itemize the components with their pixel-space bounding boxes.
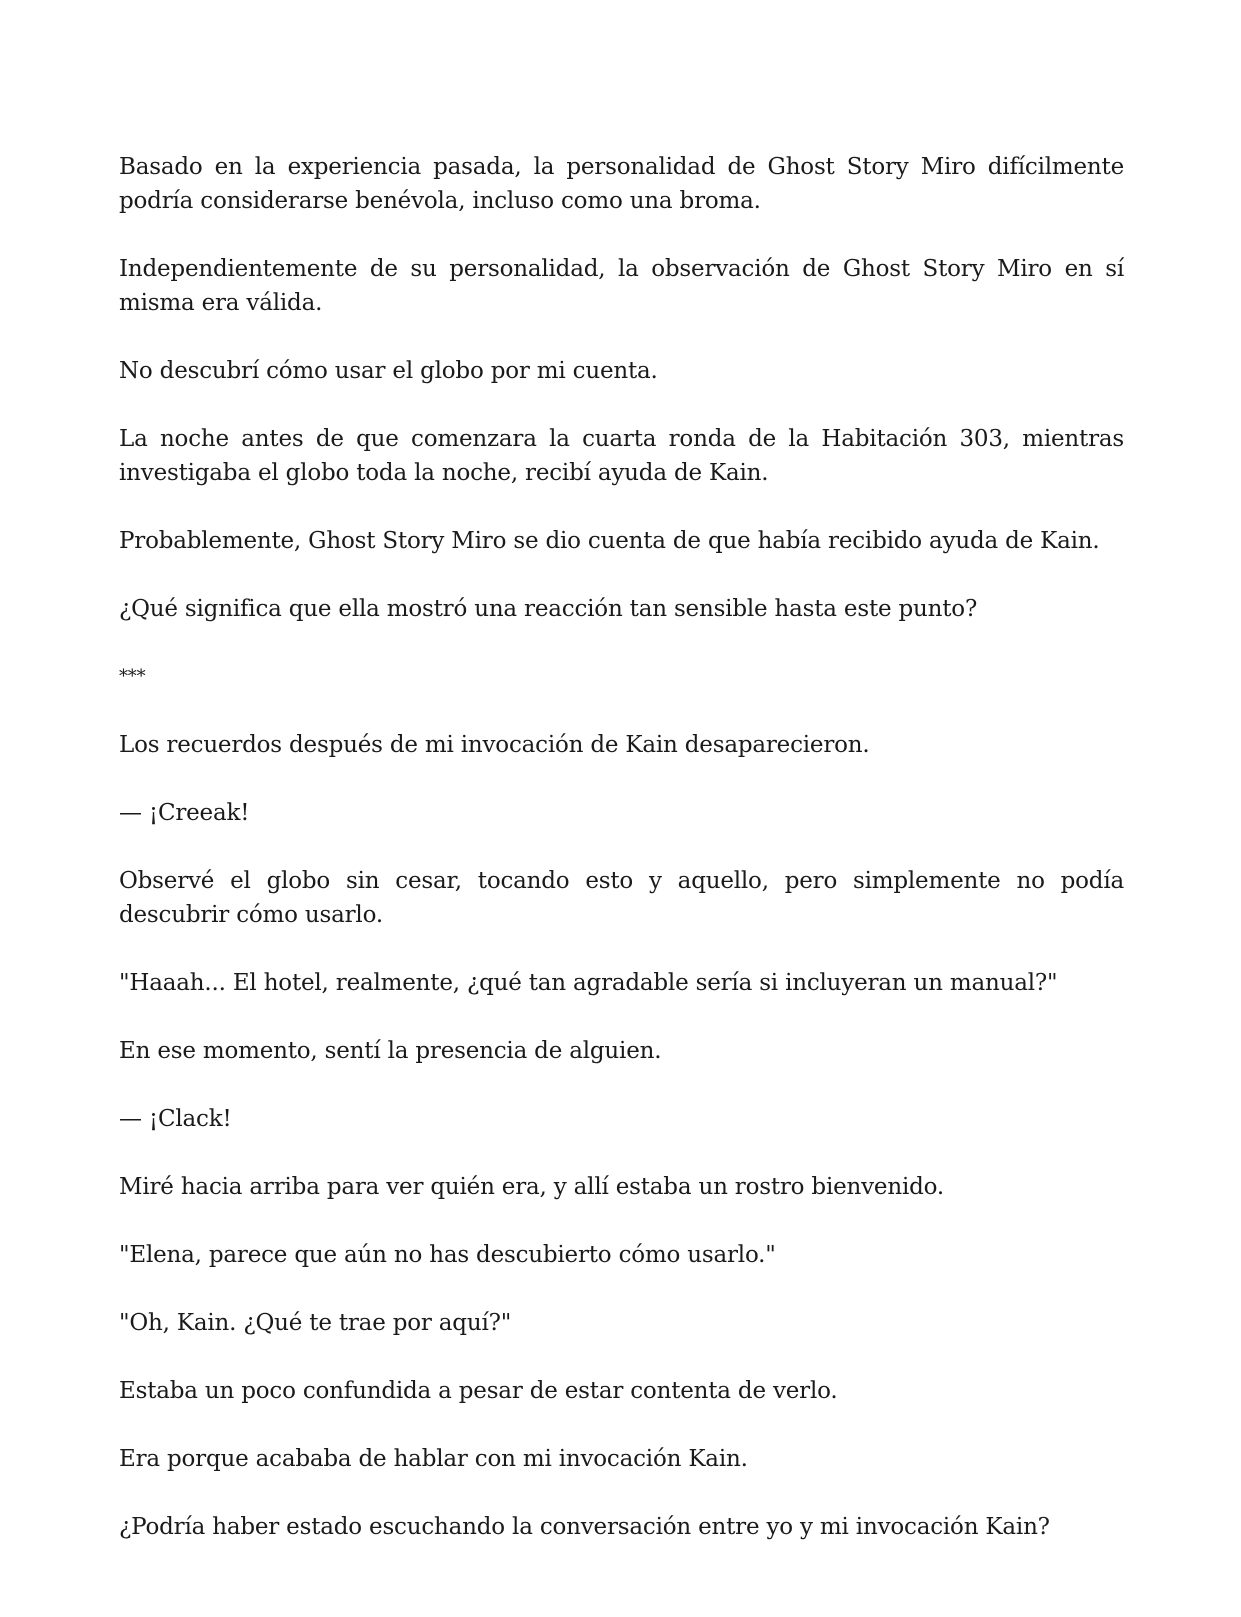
paragraph: — ¡Clack! (119, 1106, 232, 1132)
paragraph: Basado en la experiencia pasada, la personalidad de Ghost Story Miro difícilmente podría considerarse benévola, incluso como una broma. (119, 154, 1124, 214)
paragraph: Independientemente de su personalidad, la observación de Ghost Story Miro en sí misma era válida. (119, 256, 1124, 316)
paragraph: Miré hacia arriba para ver quién era, y allí estaba un rostro bienvenido. (119, 1174, 944, 1200)
paragraph: Era porque acababa de hablar con mi invocación Kain. (119, 1446, 748, 1472)
paragraph: "Elena, parece que aún no has descubierto cómo usarlo." (119, 1242, 776, 1268)
paragraph: Observé el globo sin cesar, tocando esto y aquello, pero simplemente no podía descubrir cómo usarlo. (119, 868, 1124, 928)
paragraph: La noche antes de que comenzara la cuarta ronda de la Habitación 303, mientras investigaba el globo toda la noche, recibí ayuda de Kain. (119, 426, 1124, 486)
paragraph: Estaba un poco confundida a pesar de estar contenta de verlo. (119, 1378, 838, 1404)
paragraph: Los recuerdos después de mi invocación de Kain desaparecieron. (119, 732, 870, 758)
paragraph: "Oh, Kain. ¿Qué te trae por aquí?" (119, 1310, 512, 1336)
paragraph: ¿Qué significa que ella mostró una reacción tan sensible hasta este punto? (119, 596, 978, 622)
scene-separator: *** (119, 666, 146, 687)
paragraph: — ¡Creeak! (119, 800, 250, 826)
paragraph: ¿Podría haber estado escuchando la conversación entre yo y mi invocación Kain? (119, 1514, 1050, 1540)
paragraph: No descubrí cómo usar el globo por mi cuenta. (119, 358, 658, 384)
document-body (119, 150, 1124, 1544)
paragraph: Probablemente, Ghost Story Miro se dio cuenta de que había recibido ayuda de Kain. (119, 528, 1100, 554)
paragraph: "Haaah... El hotel, realmente, ¿qué tan agradable sería si incluyeran un manual?" (119, 970, 1058, 996)
paragraph: En ese momento, sentí la presencia de alguien. (119, 1038, 662, 1064)
